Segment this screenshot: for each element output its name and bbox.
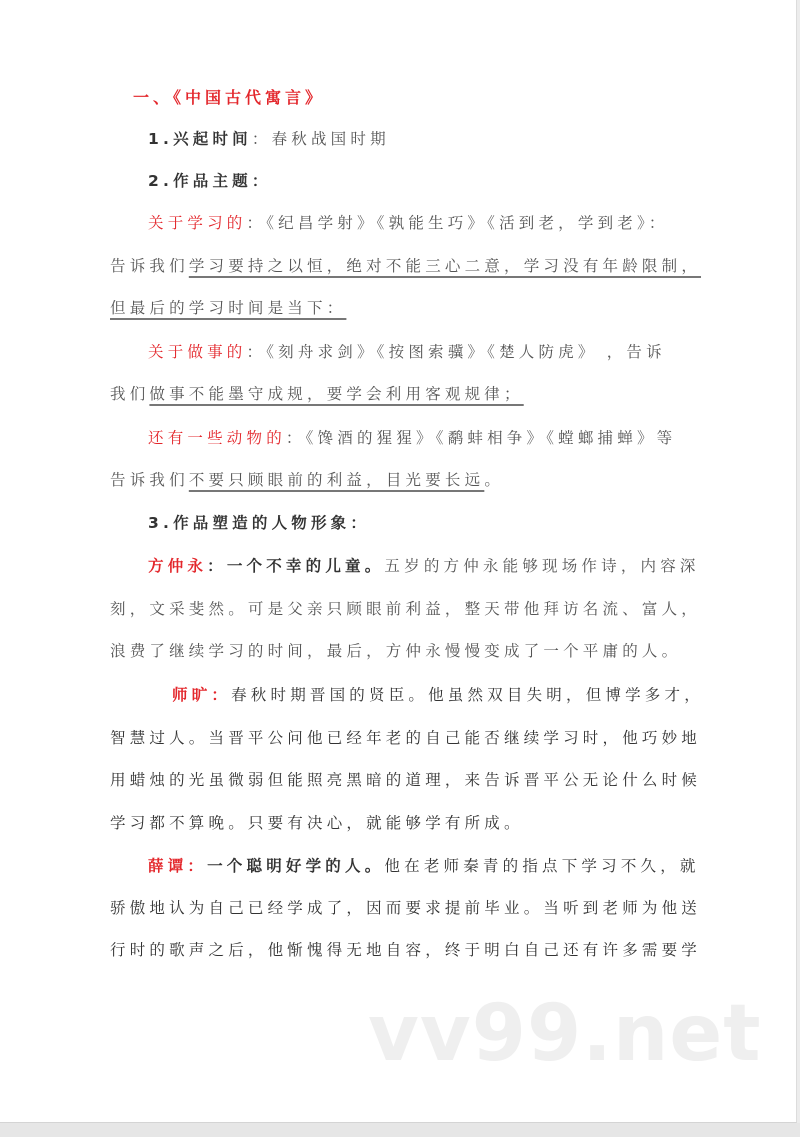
theme-study-line-1	[148, 213, 669, 233]
theme-animals-suffix: 。	[484, 471, 505, 489]
origin-time-sep: ：	[251, 130, 272, 148]
theme-work-label: 关于做事的	[148, 343, 247, 361]
character-xue-name: 薛谭：	[148, 857, 208, 875]
item-characters-heading: 3.作品塑造的人物形象：	[148, 514, 371, 532]
character-xue-line-2: 骄傲地认为自己已经学成了，因而要求提前毕业。当听到老师为他送	[110, 899, 702, 917]
watermark: vv99.net	[368, 989, 762, 1079]
theme-work-line-2	[110, 384, 524, 404]
theme-animals-works: 《馋酒的猩猩》《鹬蚌相争》《螳螂捕蝉》等	[305, 429, 677, 447]
theme-work-line-1	[148, 342, 666, 362]
character-shi-line-3: 用蜡烛的光虽微弱但能照亮黑暗的道理，来告诉晋平公无论什么时候	[110, 771, 702, 789]
character-shi-name: 师旷：	[172, 686, 232, 704]
theme-work-sep: ：	[246, 343, 267, 361]
theme-study-lesson: 学习要持之以恒，绝对不能三心二意，学习没有年龄限制，	[188, 257, 702, 275]
theme-work-works: 《刻舟求剑》《按图索骥》《楚人防虎》 ，告诉	[266, 343, 666, 361]
character-fang-sep: ：	[207, 557, 227, 575]
theme-study-label: 关于学习的	[148, 214, 247, 232]
theme-animals-line-1	[148, 428, 676, 448]
character-fang-name: 方仲永	[148, 557, 208, 575]
section-title: 一、《中国古代寓言》	[133, 88, 326, 107]
theme-study-lesson-cont: 但最后的学习时间是当下：	[110, 299, 347, 317]
character-shi-line-2: 智慧过人。当晋平公问他已经年老的自己能否继续学习时，他巧妙地	[110, 729, 702, 747]
character-fang-line-3: 浪费了继续学习的时间，最后，方仲永慢慢变成了一个平庸的人。	[110, 642, 682, 660]
theme-animals-sep: ：	[285, 429, 306, 447]
item-themes-heading: 2.作品主题：	[148, 172, 272, 190]
theme-study-line-2	[110, 256, 701, 276]
character-xue-summary: 一个聪明好学的人。	[207, 857, 385, 875]
character-fang-line-2: 刻，文采斐然。可是父亲只顾眼前利益，整天带他拜访名流、富人，	[110, 600, 702, 618]
character-shi-text-1: 春秋时期晋国的贤臣。他虽然双目失明，但博学多才，	[231, 686, 704, 704]
origin-time-value: 春秋战国时期	[271, 130, 390, 148]
character-fang-summary: 一个不幸的儿童。	[226, 557, 385, 575]
theme-animals-prefix: 告诉我们	[110, 471, 189, 489]
theme-work-lesson: 做事不能墨守成规，要学会利用客观规律；	[149, 385, 524, 403]
character-xue-line-1	[148, 856, 700, 876]
theme-study-sep: ：	[246, 214, 267, 232]
character-xue-text-1: 他在老师秦青的指点下学习不久，就	[384, 857, 700, 875]
theme-animals-label: 还有一些动物的	[148, 429, 286, 447]
theme-animals-lesson: 不要只顾眼前的利益，目光要长远	[188, 471, 485, 489]
page-bottom-edge	[0, 1123, 800, 1137]
character-fang-text-1: 五岁的方仲永能够现场作诗，内容深	[384, 557, 700, 575]
character-shi-line-1	[172, 685, 704, 705]
character-shi-line-4: 学习都不算晚。只要有决心，就能够学有所成。	[110, 814, 524, 832]
theme-work-prefix: 我们	[110, 385, 150, 403]
item-origin-time	[148, 129, 390, 149]
character-xue-line-3: 行时的歌声之后，他惭愧得无地自容，终于明白自己还有许多需要学	[110, 941, 702, 959]
theme-study-line-3	[110, 298, 346, 318]
theme-animals-line-2	[110, 470, 504, 490]
theme-study-prefix: 告诉我们	[110, 257, 189, 275]
theme-study-works: 《纪昌学射》《孰能生巧》《活到老，学到老》：	[266, 214, 669, 232]
origin-time-label: 1.兴起时间	[148, 130, 252, 148]
character-fang-line-1	[148, 556, 700, 576]
